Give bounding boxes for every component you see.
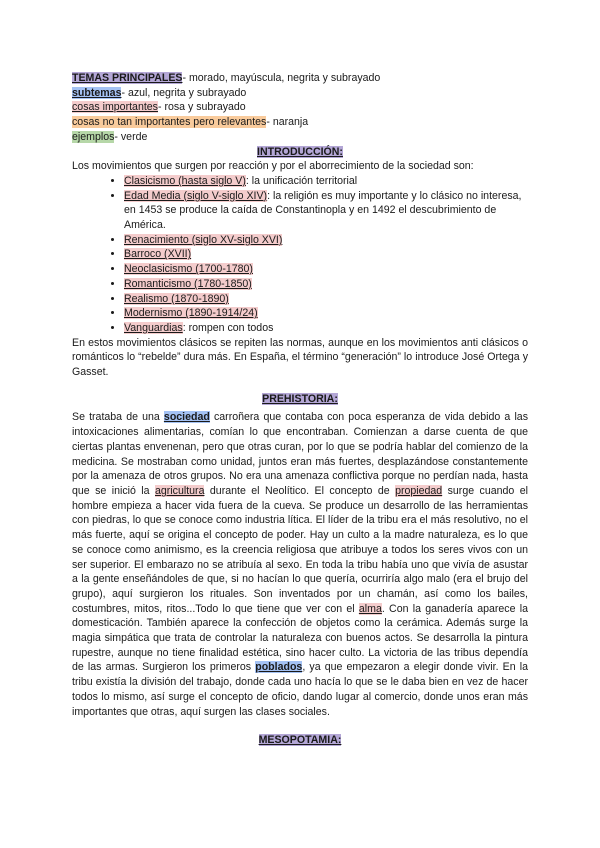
document-content xyxy=(72,71,528,748)
list-item: • Renacimiento (siglo XV-siglo XVI) xyxy=(124,233,528,248)
spacer xyxy=(72,380,528,392)
keyword-alma: alma xyxy=(358,602,382,615)
legend-item xyxy=(72,71,528,86)
movements-list xyxy=(72,174,528,336)
list-item: • Neoclasicismo (1700-1780) xyxy=(124,262,528,277)
keyword-propiedad: propiedad xyxy=(395,484,443,497)
legend-term-relevantes: cosas no tan importantes pero relevantes xyxy=(72,116,267,129)
intro-closing-paragraph: En estos movimientos clásicos se repiten las normas, aunque en los movimientos anti clásicos o románticos lo “rebelde” dura más. En España, el término “generación” lo introduce José Ortega y Gasset. xyxy=(72,336,528,379)
keyword-sociedad: sociedad xyxy=(163,411,210,424)
legend-desc: - morado, mayúscula, negrita y subrayado xyxy=(182,72,381,84)
intro-lead: Los movimientos que surgen por reacción y por el aborrecimiento de la sociedad son: xyxy=(72,160,474,173)
legend-desc: - rosa y subrayado xyxy=(157,101,246,114)
list-item: • Edad Media (siglo V-siglo XIV): la religión es muy importante y lo clásico no interesa, en 1453 se produce la caída de Constantinopla y en 1492 el descubrimiento de América. xyxy=(124,189,528,233)
legend-item xyxy=(72,115,528,130)
legend-desc: - verde xyxy=(114,130,148,143)
legend xyxy=(72,71,528,145)
legend-term-subtemas: subtemas xyxy=(72,86,122,99)
list-item: • Vanguardias: rompen con todos xyxy=(124,321,528,336)
keyword-agricultura: agricultura xyxy=(155,484,205,497)
prehistoria-paragraph: Se trataba de una sociedad carroñera que contaba con poca esperanza de vida debido a las intoxicaciones alimentarias, comían lo que encontraban. Comienzan a darse cuenta de que ciertas plantas envenenan, pero que otras curan, por lo que se podría hablar del comienzo de la medicina. Se mostraban como unidad, juntos eran más fuertes, desplazándose constantemente por la amenaza de otros grupos. No era una amenaza conflictiva porque no perdían nada, hasta que se inició la agricultura durante el Neolítico. El concepto de propiedad surge cuando el hombre empieza a hacer vida fuera de la cueva. Se produce un desarrollo de las herramientas con piedras, lo que se conoce como industria lítica. El líder de la tribu era el más resolutivo, no el más fuerte, aquí se origina el concepto de poder. Hay un culto a la madre naturaleza, es lo que se conoce como animismo, es la creencia religiosa que atribuye a todos los seres vivos con un ser superior. El embarazo no se atribuía al sexo. En toda la tribu había uno que vivía de asustar a la gente enseñándoles de que, si no hacían lo que quería, ocurriría algo malo (era el brujo del grupo), aquí surgieron los rituales. Son inventados por un chamán, así como los bailes, costumbres, mitos, ritos...Todo lo que tiene que ver con el alma. Con la ganadería aparece la domesticación. También aparece la confección de objetos como la cerámica. Además surge la magia simpática que trata de controlar la naturaleza con buenos actos. Se desarrolla la pintura rupestre, aunque no tiene finalidad estética, sino hacer culto. La victoria de las tribus dependía de las armas. Surgieron los primeros poblados, ya que empezaron a elegir donde vivir. En la tribu existía la división del trabajo, donde cada uno hacía lo que se le daba bien en vez de hacer todos lo mismo, así surge el concepto de oficio, dando lugar al comercio, donde unos eran más importantes que otras, aquí surgen las clases sociales. xyxy=(72,411,529,718)
list-item: • Realismo (1870-1890) xyxy=(124,292,528,307)
legend-item xyxy=(72,130,528,145)
list-item: • Modernismo (1890-1914/24) xyxy=(124,306,528,321)
legend-term-temas-principales: TEMAS PRINCIPALES xyxy=(72,72,183,84)
legend-item xyxy=(72,86,528,101)
prehistoria-heading: PREHISTORIA: xyxy=(262,392,338,405)
legend-desc: - naranja xyxy=(266,116,309,129)
intro-heading: INTRODUCCIÓN: xyxy=(257,145,343,158)
keyword-poblados: poblados xyxy=(255,661,303,674)
legend-term-ejemplos: ejemplos xyxy=(72,130,115,143)
legend-term-cosas-importantes: cosas importantes xyxy=(72,101,158,114)
spacer xyxy=(72,719,528,733)
list-item: • Romanticismo (1780-1850) xyxy=(124,277,528,292)
mesopotamia-heading: MESOPOTAMIA: xyxy=(258,734,342,747)
legend-desc: - azul, negrita y subrayado xyxy=(121,86,247,99)
legend-item xyxy=(72,100,528,115)
list-item: • Barroco (XVII) xyxy=(124,247,528,262)
list-item: • Clasicismo (hasta siglo V): la unificación territorial xyxy=(124,174,528,189)
